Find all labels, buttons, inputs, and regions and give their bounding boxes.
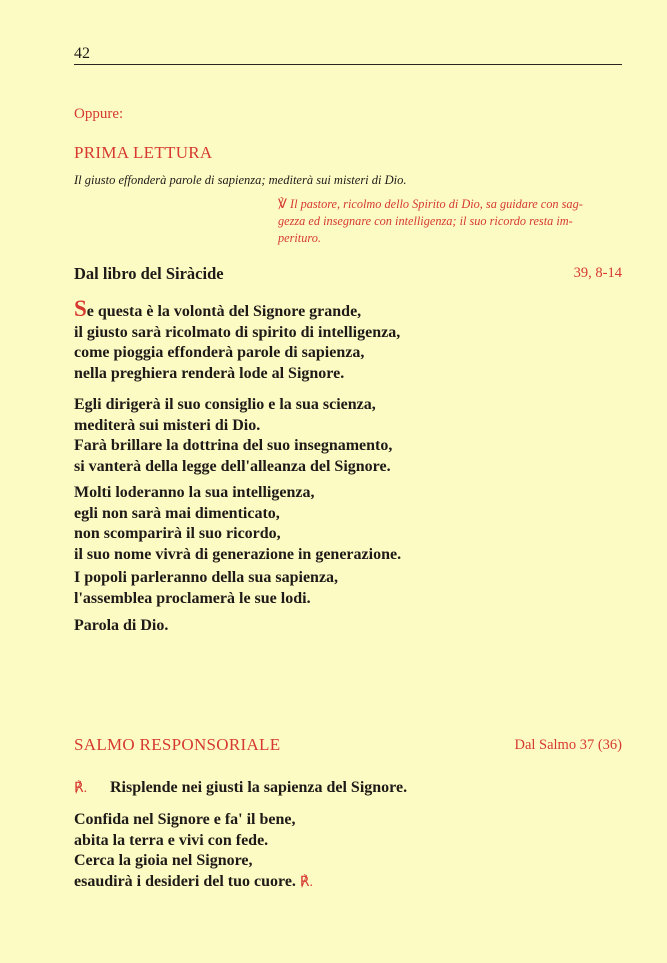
reading-line: Se questa è la volontà del Signore grande, <box>74 296 362 321</box>
salmo-line: Confida nel Signore e fa' il bene, <box>74 811 296 828</box>
refrain-text: Risplende nei giusti la sapienza del Signore. <box>110 779 408 796</box>
reading-stanza <box>74 296 622 384</box>
reading-line: Egli dirigerà il suo consiglio e la sua scienza, <box>74 396 376 413</box>
reading-line: non scomparirà il suo ricordo, <box>74 525 281 542</box>
reading-line: I popoli parleranno della sua sapienza, <box>74 569 339 586</box>
reading-stanza <box>74 483 622 565</box>
salmo-title: SALMO RESPONSORIALE <box>74 735 281 754</box>
reading-line: Farà brillare la dottrina del suo insegnamento, <box>74 437 393 454</box>
salmo-refrain <box>74 779 407 797</box>
page-number: 42 <box>74 45 90 62</box>
reading-reference: 39, 8-14 <box>573 265 622 281</box>
reading-line: nella preghiera renderà lode al Signore. <box>74 364 345 382</box>
header-rule <box>74 64 622 65</box>
page <box>74 0 622 963</box>
salmo-reference: Dal Salmo 37 (36) <box>514 737 622 753</box>
reading-line: l'assemblea proclamerà le sue lodi. <box>74 589 311 607</box>
salmo-line: abita la terra e vivi con fede. <box>74 831 269 849</box>
reading-stanza <box>74 568 622 609</box>
reading-line: come pioggia effonderà parole di sapienza, <box>74 344 365 361</box>
reading-line: egli non sarà mai dimenticato, <box>74 504 280 522</box>
antiphon-line: Il pastore, ricolmo dello Spirito di Dio, sa guidare con sag- <box>289 197 583 211</box>
reading-line: il giusto sarà ricolmato di spirito di intelligenza, <box>74 323 401 341</box>
lettura-subtitle: Il giusto effonderà parole di sapienza; mediterà sui misteri di Dio. <box>74 173 407 187</box>
reading-line: mediterà sui misteri di Dio. <box>74 416 261 434</box>
reading-stanza <box>74 395 622 477</box>
reading-line: il suo nome vivrà di generazione in generazione. <box>74 545 402 563</box>
antiphon-line: perituro. <box>278 231 321 245</box>
antiphon-line: gezza ed insegnare con intelligenza; il suo ricordo resta im- <box>278 214 573 228</box>
response-symbol-icon: ℟. <box>74 781 88 796</box>
salmo-line: Cerca la gioia nel Signore, <box>74 852 253 869</box>
prima-lettura-title: PRIMA LETTURA <box>74 143 213 162</box>
lettura-antiphon <box>278 195 622 247</box>
reading-closing <box>74 616 622 637</box>
oppure-label: Oppure: <box>74 106 124 122</box>
reading-line: si vanterà della legge dell'alleanza del Signore. <box>74 457 391 475</box>
reading-source-title: Dal libro del Siràcide <box>74 264 224 283</box>
salmo-line: esaudirà i desideri del tuo cuore. ℟. <box>74 872 313 890</box>
parola-di-dio: Parola di Dio. <box>74 617 169 634</box>
drop-cap: S <box>74 296 87 321</box>
response-symbol-icon: ℟. <box>299 874 313 890</box>
versicle-symbol-icon: ℣ <box>278 196 287 211</box>
reading-line: Molti loderanno la sua intelligenza, <box>74 484 315 501</box>
salmo-stanza <box>74 810 622 893</box>
reading-source <box>74 264 622 284</box>
